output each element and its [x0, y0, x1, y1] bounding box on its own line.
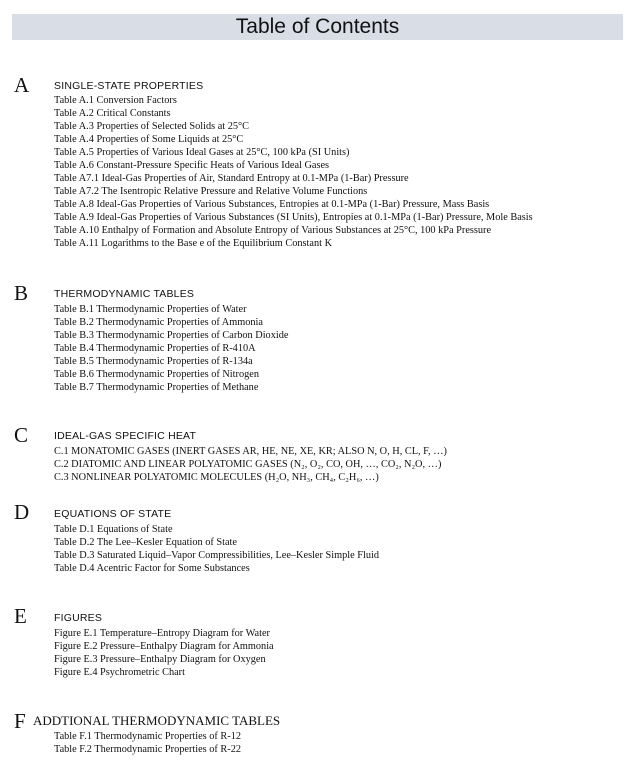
- section-letter: E: [14, 604, 27, 628]
- toc-entry[interactable]: Table A.10 Enthalpy of Formation and Absolute Entropy of Various Substances at 25°C, 100 kPa Pressure: [54, 225, 492, 236]
- page-title: Table of Contents: [235, 15, 400, 38]
- toc-entry[interactable]: Table A.5 Properties of Various Ideal Gases at 25°C, 100 kPa (SI Units): [54, 147, 350, 158]
- entry-list: [54, 303, 288, 394]
- toc-entry[interactable]: Table B.5 Thermodynamic Properties of R-134a: [54, 356, 253, 367]
- toc-entry[interactable]: Table D.2 The Lee–Kesler Equation of State: [54, 537, 237, 548]
- section-heading: ADDTIONAL THERMODYNAMIC TABLES: [33, 713, 281, 728]
- toc-entry[interactable]: Table F.1 Thermodynamic Properties of R-12: [54, 731, 242, 742]
- title-bar: [12, 14, 623, 40]
- toc-entry[interactable]: Table A.1 Conversion Factors: [54, 95, 177, 106]
- toc-entry[interactable]: Table D.3 Saturated Liquid–Vapor Compressibilities, Lee–Kesler Simple Fluid: [54, 550, 380, 561]
- toc-entry[interactable]: C.2 DIATOMIC AND LINEAR POLYATOMIC GASES (N₂, O₂, CO, OH, …, CO₂, N₂O, …): [54, 459, 442, 470]
- section-letter: F: [14, 709, 26, 733]
- entry-list: [54, 94, 533, 250]
- toc-entry[interactable]: Table B.6 Thermodynamic Properties of Nitrogen: [54, 369, 259, 380]
- section-letter: A: [14, 73, 30, 97]
- toc-entry[interactable]: Figure E.1 Temperature–Entropy Diagram for Water: [54, 628, 270, 639]
- section-heading: THERMODYNAMIC TABLES: [54, 288, 195, 300]
- toc-entry[interactable]: Table A.3 Properties of Selected Solids at 25°C: [54, 121, 250, 132]
- section-heading: FIGURES: [54, 612, 103, 624]
- toc-entry[interactable]: Table B.4 Thermodynamic Properties of R-410A: [54, 343, 256, 354]
- entry-list: [54, 445, 447, 484]
- toc-entry[interactable]: C.3 NONLINEAR POLYATOMIC MOLECULES (H₂O, NH₃, CH₄, C₂H₆, …): [54, 472, 379, 483]
- section-letter: B: [14, 281, 29, 305]
- toc-entry[interactable]: Table A.6 Constant-Pressure Specific Heats of Various Ideal Gases: [54, 160, 330, 171]
- toc-entry[interactable]: Table A.8 Ideal-Gas Properties of Various Substances, Entropies at 0.1-MPa (1-Bar) Pressure, Mass Basis: [54, 199, 490, 210]
- section-heading: SINGLE-STATE PROPERTIES: [54, 80, 204, 92]
- toc-entry[interactable]: Table A.4 Properties of Some Liquids at 25°C: [54, 134, 244, 145]
- section-letter: C: [14, 423, 29, 447]
- toc-entry[interactable]: Table F.2 Thermodynamic Properties of R-22: [54, 744, 242, 755]
- toc-entry[interactable]: Table A.9 Ideal-Gas Properties of Various Substances (SI Units), Entropies at 0.1-MPa (1-Bar) Pressure, Mole Basis: [54, 212, 533, 223]
- toc-entry[interactable]: Table B.7 Thermodynamic Properties of Methane: [54, 382, 259, 393]
- toc-entry[interactable]: Table B.2 Thermodynamic Properties of Ammonia: [54, 317, 263, 328]
- toc-entry[interactable]: Table A.2 Critical Constants: [54, 108, 171, 119]
- toc-entry[interactable]: Table B.3 Thermodynamic Properties of Carbon Dioxide: [54, 330, 289, 341]
- toc-entry[interactable]: Figure E.4 Psychrometric Chart: [54, 667, 185, 678]
- toc-entry[interactable]: Table A.11 Logarithms to the Base e of the Equilibrium Constant K: [54, 238, 333, 249]
- toc-entry[interactable]: Figure E.3 Pressure–Enthalpy Diagram for Oxygen: [54, 654, 266, 665]
- toc-entry[interactable]: Table A7.1 Ideal-Gas Properties of Air, Standard Entropy at 0.1-MPa (1-Bar) Pressure: [54, 173, 409, 184]
- section-heading: IDEAL-GAS SPECIFIC HEAT: [54, 430, 197, 442]
- entry-list: [54, 523, 379, 575]
- section-heading: EQUATIONS OF STATE: [54, 508, 172, 520]
- section-letter: D: [14, 500, 30, 524]
- toc-entry[interactable]: Table D.1 Equations of State: [54, 524, 173, 535]
- toc-entry[interactable]: C.1 MONATOMIC GASES (INERT GASES AR, HE, NE, XE, KR; ALSO N, O, H, CL, F, …): [54, 446, 447, 457]
- entry-list: [54, 730, 241, 756]
- entry-list: [54, 627, 274, 679]
- toc-entry[interactable]: Table A7.2 The Isentropic Relative Pressure and Relative Volume Functions: [54, 186, 368, 197]
- toc-entry[interactable]: Table B.1 Thermodynamic Properties of Water: [54, 304, 247, 315]
- toc-entry[interactable]: Figure E.2 Pressure–Enthalpy Diagram for Ammonia: [54, 641, 274, 652]
- toc-entry[interactable]: Table D.4 Acentric Factor for Some Substances: [54, 563, 250, 574]
